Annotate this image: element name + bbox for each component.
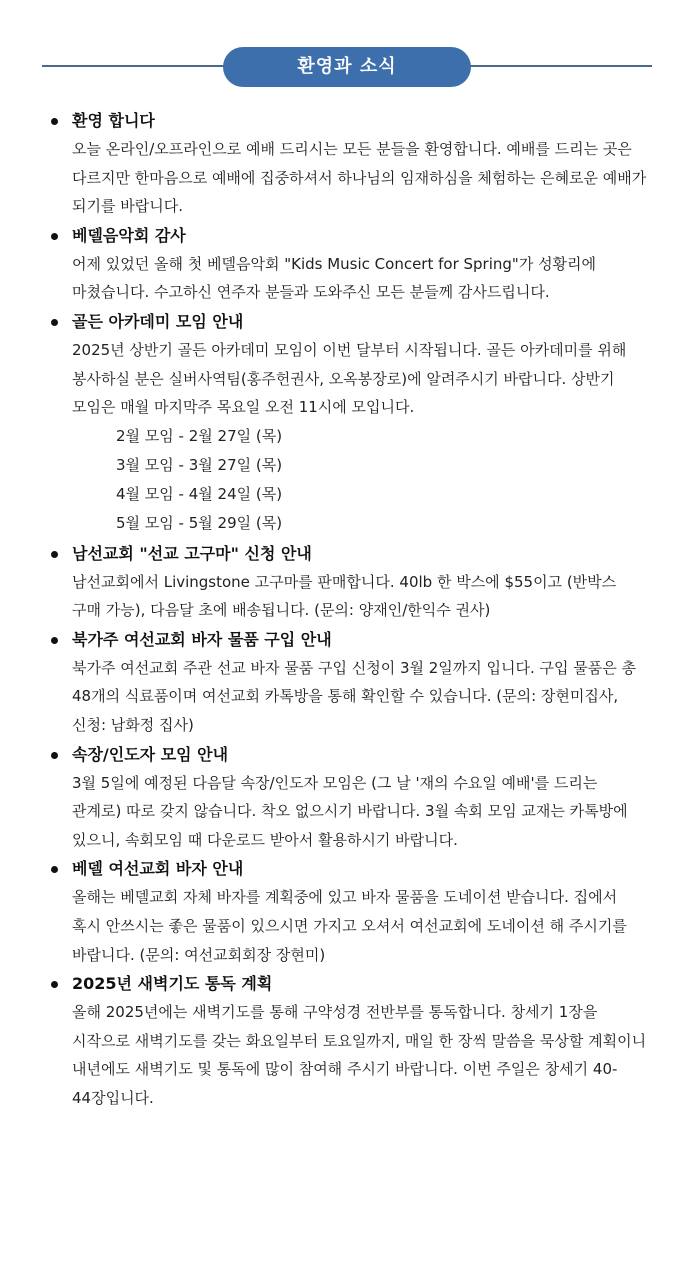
schedule-row: 2월 모임 - 2월 27일 (목) [116,426,283,445]
announcement-body: 올해는 베델교회 자체 바자를 계획중에 있고 바자 물품을 도네이션 받습니다. 집에서 혹시 안쓰시는 좋은 물품이 있으시면 가지고 오셔서 여선교회에 도네이션 해 주시기를 바랍니다. (문의: 여선교회회장 장현미) [72,888,627,964]
announcement-title: 2025년 새벽기도 통독 계획 [72,974,273,994]
bullet-icon [51,637,58,644]
announcement-title: 남선교회 "선교 고구마" 신청 안내 [72,543,312,563]
announcement-body: 남선교회에서 Livingstone 고구마를 판매합니다. 40lb 한 박스에 $55이고 (반박스 구매 가능), 다음달 초에 배송됩니다. (문의: 양재인/한익수 권사) [72,572,617,620]
announcement-title: 속장/인도자 모임 안내 [72,744,229,764]
announcement-body: 2025년 상반기 골든 아카데미 모임이 이번 달부터 시작됩니다. 골든 아카데미를 위해 봉사하실 분은 실버사역팀(홍주헌권사, 오옥봉장로)에 알려주시기 바랍니다. 상반기 모임은 매월 마지막주 목요일 오전 11시에 모입니다. [72,340,627,417]
section-title: 환영과 소식 [223,47,471,87]
schedule-row: 4월 모임 - 4월 24일 (목) [116,485,283,504]
announcement-list [48,106,648,1112]
meeting-schedule [72,422,648,539]
announcement-body: 어제 있었던 올해 첫 베델음악회 "Kids Music Concert for Spring"가 성황리에 마쳤습니다. 수고하신 연주자 분들과 도와주신 모든 분들께 감사드립니다. [72,254,597,302]
schedule-row: 3월 모임 - 3월 27일 (목) [116,455,283,474]
section-header [0,0,696,100]
announcement-title: 골든 아카데미 모임 안내 [72,311,244,331]
bullet-icon [51,981,58,988]
bullet-icon [51,118,58,125]
announcement-body: 오늘 온라인/오프라인으로 예배 드리시는 모든 분들을 환영합니다. 예배를 드리는 곳은 다르지만 한마음으로 예배에 집중하셔서 하나님의 임재하심을 체험하는 은혜로운 예배가 되기를 바랍니다. [72,140,647,216]
announcement-title: 베델 여선교회 바자 안내 [72,859,244,879]
announcement-body: 3월 5일에 예정된 다음달 속장/인도자 모임은 (그 날 '재의 수요일 예배'를 드리는 관계로) 따로 갖지 않습니다. 착오 없으시기 바랍니다. 3월 속회 모임 교재는 카톡방에 있으니, 속회모임 때 다운로드 받아서 활용하시기 바랍니다. [72,773,628,849]
announcement-item-leader-meeting [48,740,648,855]
schedule-row: 5월 모임 - 5월 29일 (목) [116,514,283,533]
announcement-body: 올해 2025년에는 새벽기도를 통해 구약성경 전반부를 통독합니다. 창세기 1장을 시작으로 새벽기도를 갖는 화요일부터 토요일까지, 매일 한 장씩 말씀을 묵상할 계획이니 내년에도 새벽기도 및 통독에 많이 참여해 주시기 바랍니다. 이번 주일은 창세기 40-44장입니다. [72,1003,647,1107]
bullet-icon [51,233,58,240]
announcement-item-bazaar-purchase [48,625,648,740]
announcement-item-welcome [48,106,648,221]
announcement-title: 베델음악회 감사 [72,225,186,245]
announcement-item-sweet-potato [48,539,648,625]
bullet-icon [51,866,58,873]
announcement-item-golden-academy [48,307,648,539]
announcement-title: 북가주 여선교회 바자 물품 구입 안내 [72,629,332,649]
announcement-item-dawn-prayer [48,969,648,1112]
bullet-icon [51,319,58,326]
announcement-item-bethel-bazaar [48,854,648,969]
announcement-body: 북가주 여선교회 주관 선교 바자 물품 구입 신청이 3월 2일까지 입니다. 구입 물품은 총 48개의 식료품이며 여선교회 카톡방을 통해 확인할 수 있습니다. (문의: 장현미집사, 신청: 남화정 집사) [72,658,637,734]
bullet-icon [51,752,58,759]
announcement-item-concert [48,221,648,307]
bullet-icon [51,551,58,558]
announcement-title: 환영 합니다 [72,111,155,130]
